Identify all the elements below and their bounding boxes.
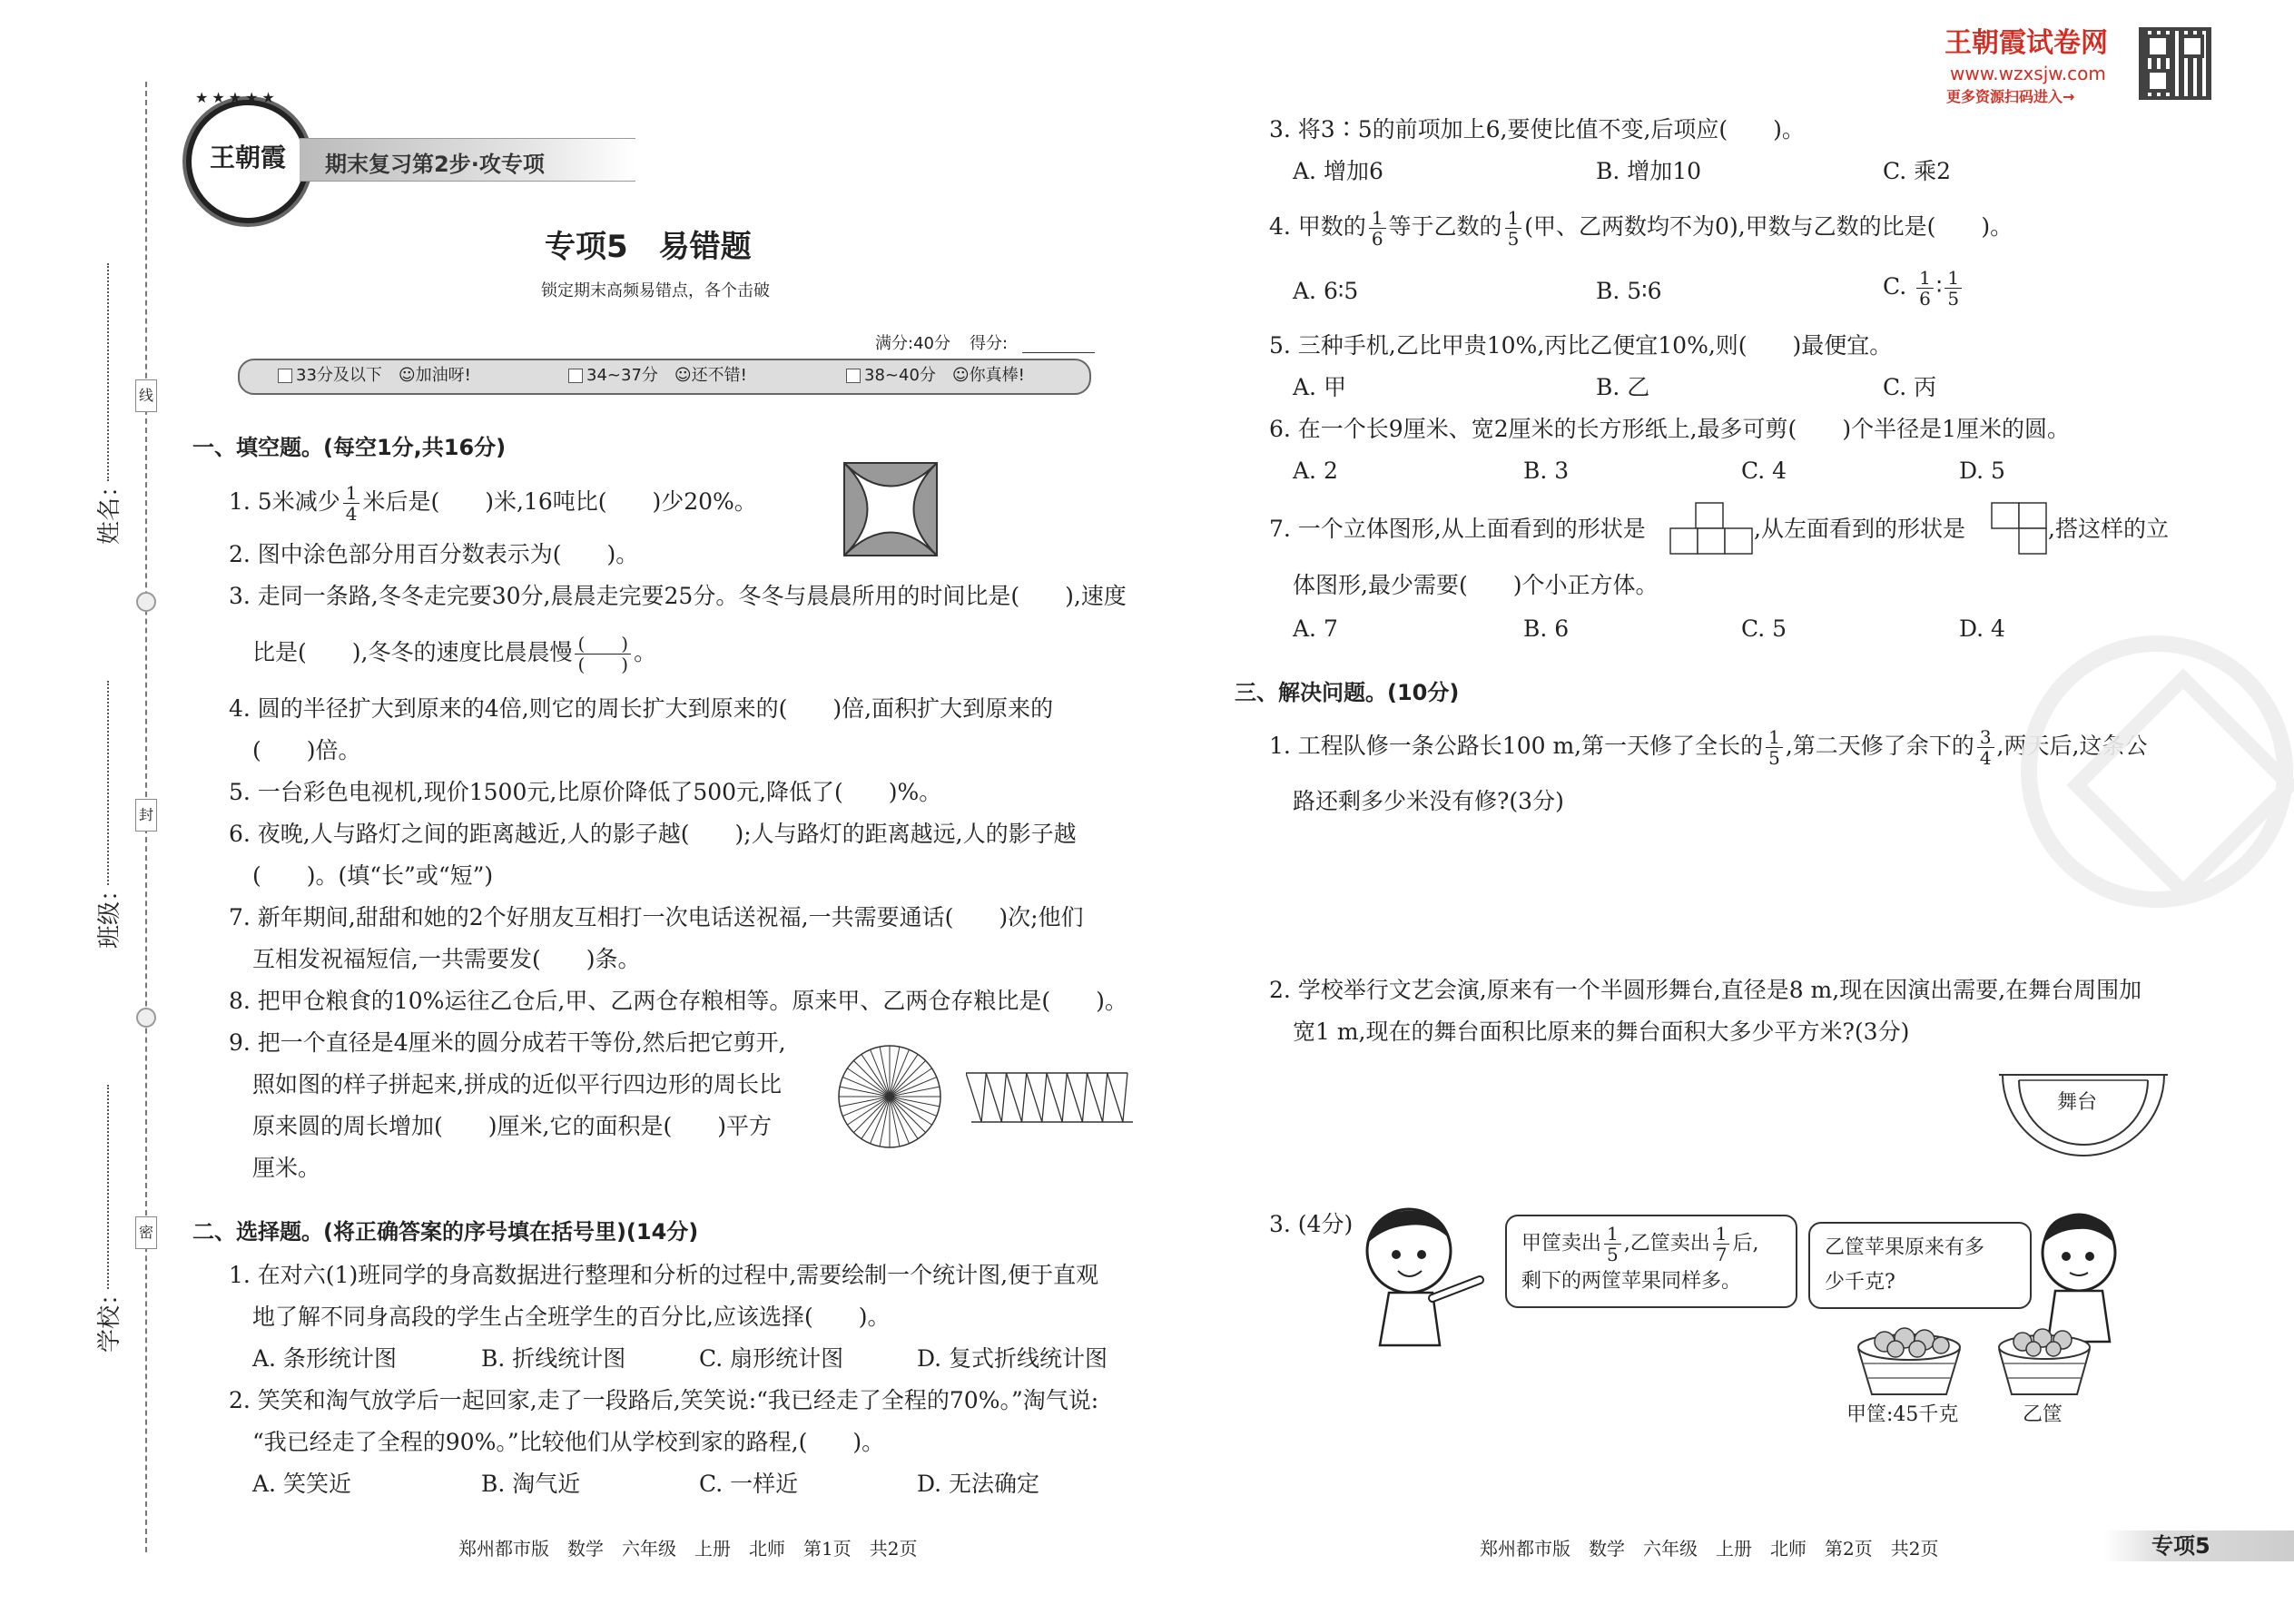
s2-q7-line2: 体图形,最少需要( )个小正方体。 — [1293, 572, 1659, 598]
boy-character-right — [2024, 1207, 2133, 1343]
s1-q4-line1: 4. 圆的半径扩大到原来的4倍,则它的周长扩大到原来的( )倍,面积扩大到原来的 — [229, 695, 1054, 722]
s1-q6-line2: ( )。(填“长”或“短”) — [252, 862, 494, 889]
s2-q1-option-a[interactable]: A. 条形统计图 — [252, 1345, 397, 1372]
s1-q9-line2: 照如图的样子拼起来,拼成的近似平行四边形的周长比 — [252, 1071, 782, 1097]
parallelogram-figure — [966, 1071, 1135, 1124]
s2-q4-option-c[interactable]: C. $\frac{1}{6}$ ∶ $\frac{1}{5}$ — [1883, 267, 1964, 309]
s3-q2-line1: 2. 学校举行文艺会演,原来有一个半圆形舞台,直径是8 m,现在因演出需要,在舞台周围加 — [1269, 977, 2142, 1003]
bubble-right-line2: 少千克? — [1825, 1271, 1895, 1294]
s1-q2: 2. 图中涂色部分用百分数表示为( )。 — [229, 541, 639, 567]
s2-q5: 5. 三种手机,乙比甲贵10%,丙比乙便宜10%,则( )最便宜。 — [1269, 332, 1893, 359]
s2-q2-option-a[interactable]: A. 笑笑近 — [252, 1471, 351, 1497]
s2-q7-line1b: ,从左面看到的形状是 — [1754, 516, 1965, 542]
class-field[interactable] — [107, 681, 109, 885]
section1-heading: 一、填空题。(每空1分,共16分) — [192, 435, 507, 460]
s1-q9-line1: 9. 把一个直径是4厘米的圆分成若干等份,然后把它剪开, — [229, 1029, 786, 1056]
class-label: 班级： — [96, 877, 123, 949]
smile-icon: ☺ — [674, 366, 692, 385]
bubble-right-line1: 乙筐苹果原来有多 — [1825, 1236, 1985, 1259]
answer-area-q1[interactable] — [1269, 826, 2177, 962]
s1-q9-line4: 厘米。 — [252, 1155, 321, 1181]
score-rating-bar — [238, 359, 1091, 395]
s2-q6-option-d[interactable]: D. 5 — [1959, 458, 2005, 484]
basket-b-label: 乙筐 — [2023, 1403, 2063, 1426]
school-label: 学校： — [96, 1281, 123, 1353]
name-label: 姓名： — [96, 473, 123, 545]
shaded-square-figure — [842, 461, 939, 557]
s1-q4-line2: ( )倍。 — [252, 737, 361, 763]
s2-q3-option-a[interactable]: A. 增加6 — [1293, 158, 1383, 184]
s2-q7-line1c: ,搭这样的立 — [2048, 516, 2169, 542]
smile-icon: ☺ — [951, 366, 970, 385]
page-subtitle: 锁定期末高频易错点，各个击破 — [541, 281, 770, 300]
s1-q9-line3: 原来圆的周长增加( )厘米,它的面积是( )平方 — [252, 1113, 772, 1139]
s2-q5-option-a[interactable]: A. 甲 — [1293, 374, 1346, 400]
corner-tab: 专项5 — [2151, 1533, 2210, 1559]
section3-heading: 三、解决问题。(10分) — [1235, 680, 1460, 705]
s2-q6-option-c[interactable]: C. 4 — [1741, 458, 1787, 484]
score-range-mid[interactable]: 34~37分 ☺还不错! — [568, 363, 747, 389]
smile-icon: ☺ — [398, 366, 416, 385]
s1-q5: 5. 一台彩色电视机,现价1500元,比原价降低了500元,降低了( )%。 — [229, 779, 942, 805]
s1-q7-line2: 互相发祝福短信,一共需要发( )条。 — [252, 946, 641, 972]
s1-q3-line2: 比是( ),冬冬的速度比晨晨慢 $\frac{( )}{( )}$ 。 — [252, 633, 657, 675]
logo-badge — [186, 100, 310, 223]
bubble-left-line2: 剩下的两筐苹果同样多。 — [1521, 1270, 1742, 1293]
basket-b-icon — [1994, 1327, 2095, 1400]
s2-q7-line1a: 7. 一个立体图形,从上面看到的形状是 — [1269, 516, 1646, 542]
binding-strip — [0, 0, 182, 1624]
s2-q4: 4. 甲数的 $\frac{1}{6}$ 等于乙数的 $\frac{1}{5}$ (甲、乙两数均不为0),甲数与乙数的比是( )。 — [1269, 207, 2013, 250]
footer-left: 郑州都市版 数学 六年级 上册 北师 第1页 共2页 — [458, 1538, 918, 1560]
score-got-label: 得分: — [970, 334, 1009, 353]
s2-q2-line2: “我已经走了全程的90%。”比较他们从学校到家的路程,( )。 — [252, 1429, 885, 1455]
stage-label: 舞台 — [2057, 1091, 2098, 1114]
s2-q7-option-d[interactable]: D. 4 — [1959, 615, 2005, 642]
s2-q7-option-b[interactable]: B. 6 — [1523, 615, 1570, 642]
score-field[interactable] — [1022, 352, 1095, 353]
blank-fraction[interactable]: $\frac{( )}{( )}$ — [575, 634, 631, 674]
section2-heading: 二、选择题。(将正确答案的序号填在括号里)(14分) — [192, 1219, 699, 1245]
s2-q2-option-b[interactable]: B. 淘气近 — [481, 1471, 581, 1497]
basket-a-icon — [1852, 1327, 1966, 1400]
s2-q1-option-b[interactable]: B. 折线统计图 — [481, 1345, 626, 1372]
binding-hole — [136, 592, 156, 612]
s2-q2-line1: 2. 笑笑和淘气放学后一起回家,走了一段路后,笑笑说:“我已经走了全程的70%。”淘气说: — [229, 1387, 1099, 1413]
s2-q1-line1: 1. 在对六(1)班同学的身高数据进行整理和分析的过程中,需要绘制一个统计图,便于直观 — [229, 1262, 1099, 1288]
score-range-low[interactable]: 33分及以下 ☺加油呀! — [278, 363, 471, 389]
logo-stars: ★★★★★ — [195, 89, 279, 106]
speech-bubble-right — [1808, 1222, 2032, 1309]
s2-q3: 3. 将3∶5的前项加上6,要使比值不变,后项应( )。 — [1269, 116, 1805, 143]
s2-q4-option-a[interactable]: A. 6∶5 — [1293, 278, 1359, 304]
s1-q1: 1. 5米减少 $\frac{1}{4}$ 米后是( )米,16吨比( )少20%。 — [229, 482, 757, 525]
s1-q7-line1: 7. 新年期间,甜甜和她的2个好朋友互相打一次电话送祝福,一共需要通话( )次;他们 — [229, 904, 1084, 930]
speech-bubble-left — [1505, 1215, 1797, 1308]
watermark-seal — [2021, 635, 2293, 908]
divided-circle-figure — [835, 1042, 944, 1151]
s2-q3-option-c[interactable]: C. 乘2 — [1883, 158, 1952, 184]
logo-text: 王朝霞 — [209, 143, 286, 172]
boy-character-left — [1353, 1204, 1489, 1349]
s2-q4-option-b[interactable]: B. 5∶6 — [1596, 278, 1662, 304]
s2-q7-option-a[interactable]: A. 7 — [1293, 615, 1338, 642]
score-range-high[interactable]: 38~40分 ☺你真棒! — [846, 363, 1025, 389]
s2-q6-option-a[interactable]: A. 2 — [1293, 458, 1338, 484]
page-title: 专项5 易错题 — [545, 229, 752, 265]
s1-q8: 8. 把甲仓粮食的10%运往乙仓后,甲、乙两仓存粮相等。原来甲、乙两仓存粮比是( )。 — [229, 988, 1127, 1014]
seal-word-xian: 线 — [135, 379, 157, 412]
s2-q2-option-c[interactable]: C. 一样近 — [699, 1471, 799, 1497]
s2-q1-option-d[interactable]: D. 复式折线统计图 — [917, 1345, 1108, 1372]
s2-q2-option-d[interactable]: D. 无法确定 — [917, 1471, 1040, 1497]
s3-q1-line1: 1. 工程队修一条公路长100 m,第一天修了全长的 $\frac{1}{5}$ ,第二天修了余下的 $\frac{3}{4}$ ,两天后,这条公 — [1269, 726, 2148, 769]
seal-word-feng: 封 — [135, 799, 157, 832]
binding-hole — [136, 1008, 156, 1028]
seal-word-mi: 密 — [135, 1216, 157, 1249]
site-name: 王朝霞试卷网 — [1944, 27, 2108, 59]
basket-a-label: 甲筐:45千克 — [1846, 1403, 1959, 1426]
section-banner — [300, 138, 635, 182]
name-field[interactable] — [107, 263, 109, 481]
footer-right: 郑州都市版 数学 六年级 上册 北师 第2页 共2页 — [1480, 1538, 1939, 1560]
s2-q1-line2: 地了解不同身高段的学生占全班学生的百分比,应该选择( )。 — [252, 1304, 891, 1330]
left-view-figure — [1990, 501, 2048, 556]
school-field[interactable] — [107, 1085, 109, 1289]
s2-q5-option-c[interactable]: C. 丙 — [1883, 374, 1937, 400]
s1-q6-line1: 6. 夜晚,人与路灯之间的距离越近,人的影子越( );人与路灯的距离越远,人的影子越 — [229, 821, 1077, 847]
s3-q2-line2: 宽1 m,现在的舞台面积比原来的舞台面积大多少平方米?(3分) — [1293, 1019, 1910, 1045]
site-url: www.wzxsjw.com — [1950, 63, 2106, 84]
section-banner-text: 期末复习第2步·攻专项 — [325, 152, 545, 177]
s3-q3: 3. (4分) — [1269, 1211, 1354, 1237]
s3-q1-line2: 路还剩多少米没有修?(3分) — [1293, 788, 1564, 814]
s1-q3-line1: 3. 走同一条路,冬冬走完要30分,晨晨走完要25分。冬冬与晨晨所用的时间比是( ),速度 — [229, 583, 1127, 609]
qr-code-icon[interactable] — [2139, 27, 2211, 100]
full-score: 满分:40分 — [875, 334, 950, 353]
s2-q3-option-b[interactable]: B. 增加10 — [1596, 158, 1702, 184]
s2-q1-option-c[interactable]: C. 扇形统计图 — [699, 1345, 844, 1372]
s2-q5-option-b[interactable]: B. 乙 — [1596, 374, 1650, 400]
top-view-figure — [1669, 501, 1754, 556]
site-tagline: 更多资源扫码进入→ — [1946, 88, 2075, 105]
watermark-glyph-icon — [2066, 668, 2294, 901]
s2-q6-option-b[interactable]: B. 3 — [1523, 458, 1570, 484]
bubble-left-line1: 甲筐卖出 $\frac{1}{5}$ ,乙筐卖出 $\frac{1}{7}$ 后, — [1521, 1223, 1759, 1265]
s2-q6: 6. 在一个长9厘米、宽2厘米的长方形纸上,最多可剪( )个半径是1厘米的圆。 — [1269, 416, 2070, 442]
s2-q7-option-c[interactable]: C. 5 — [1741, 615, 1787, 642]
